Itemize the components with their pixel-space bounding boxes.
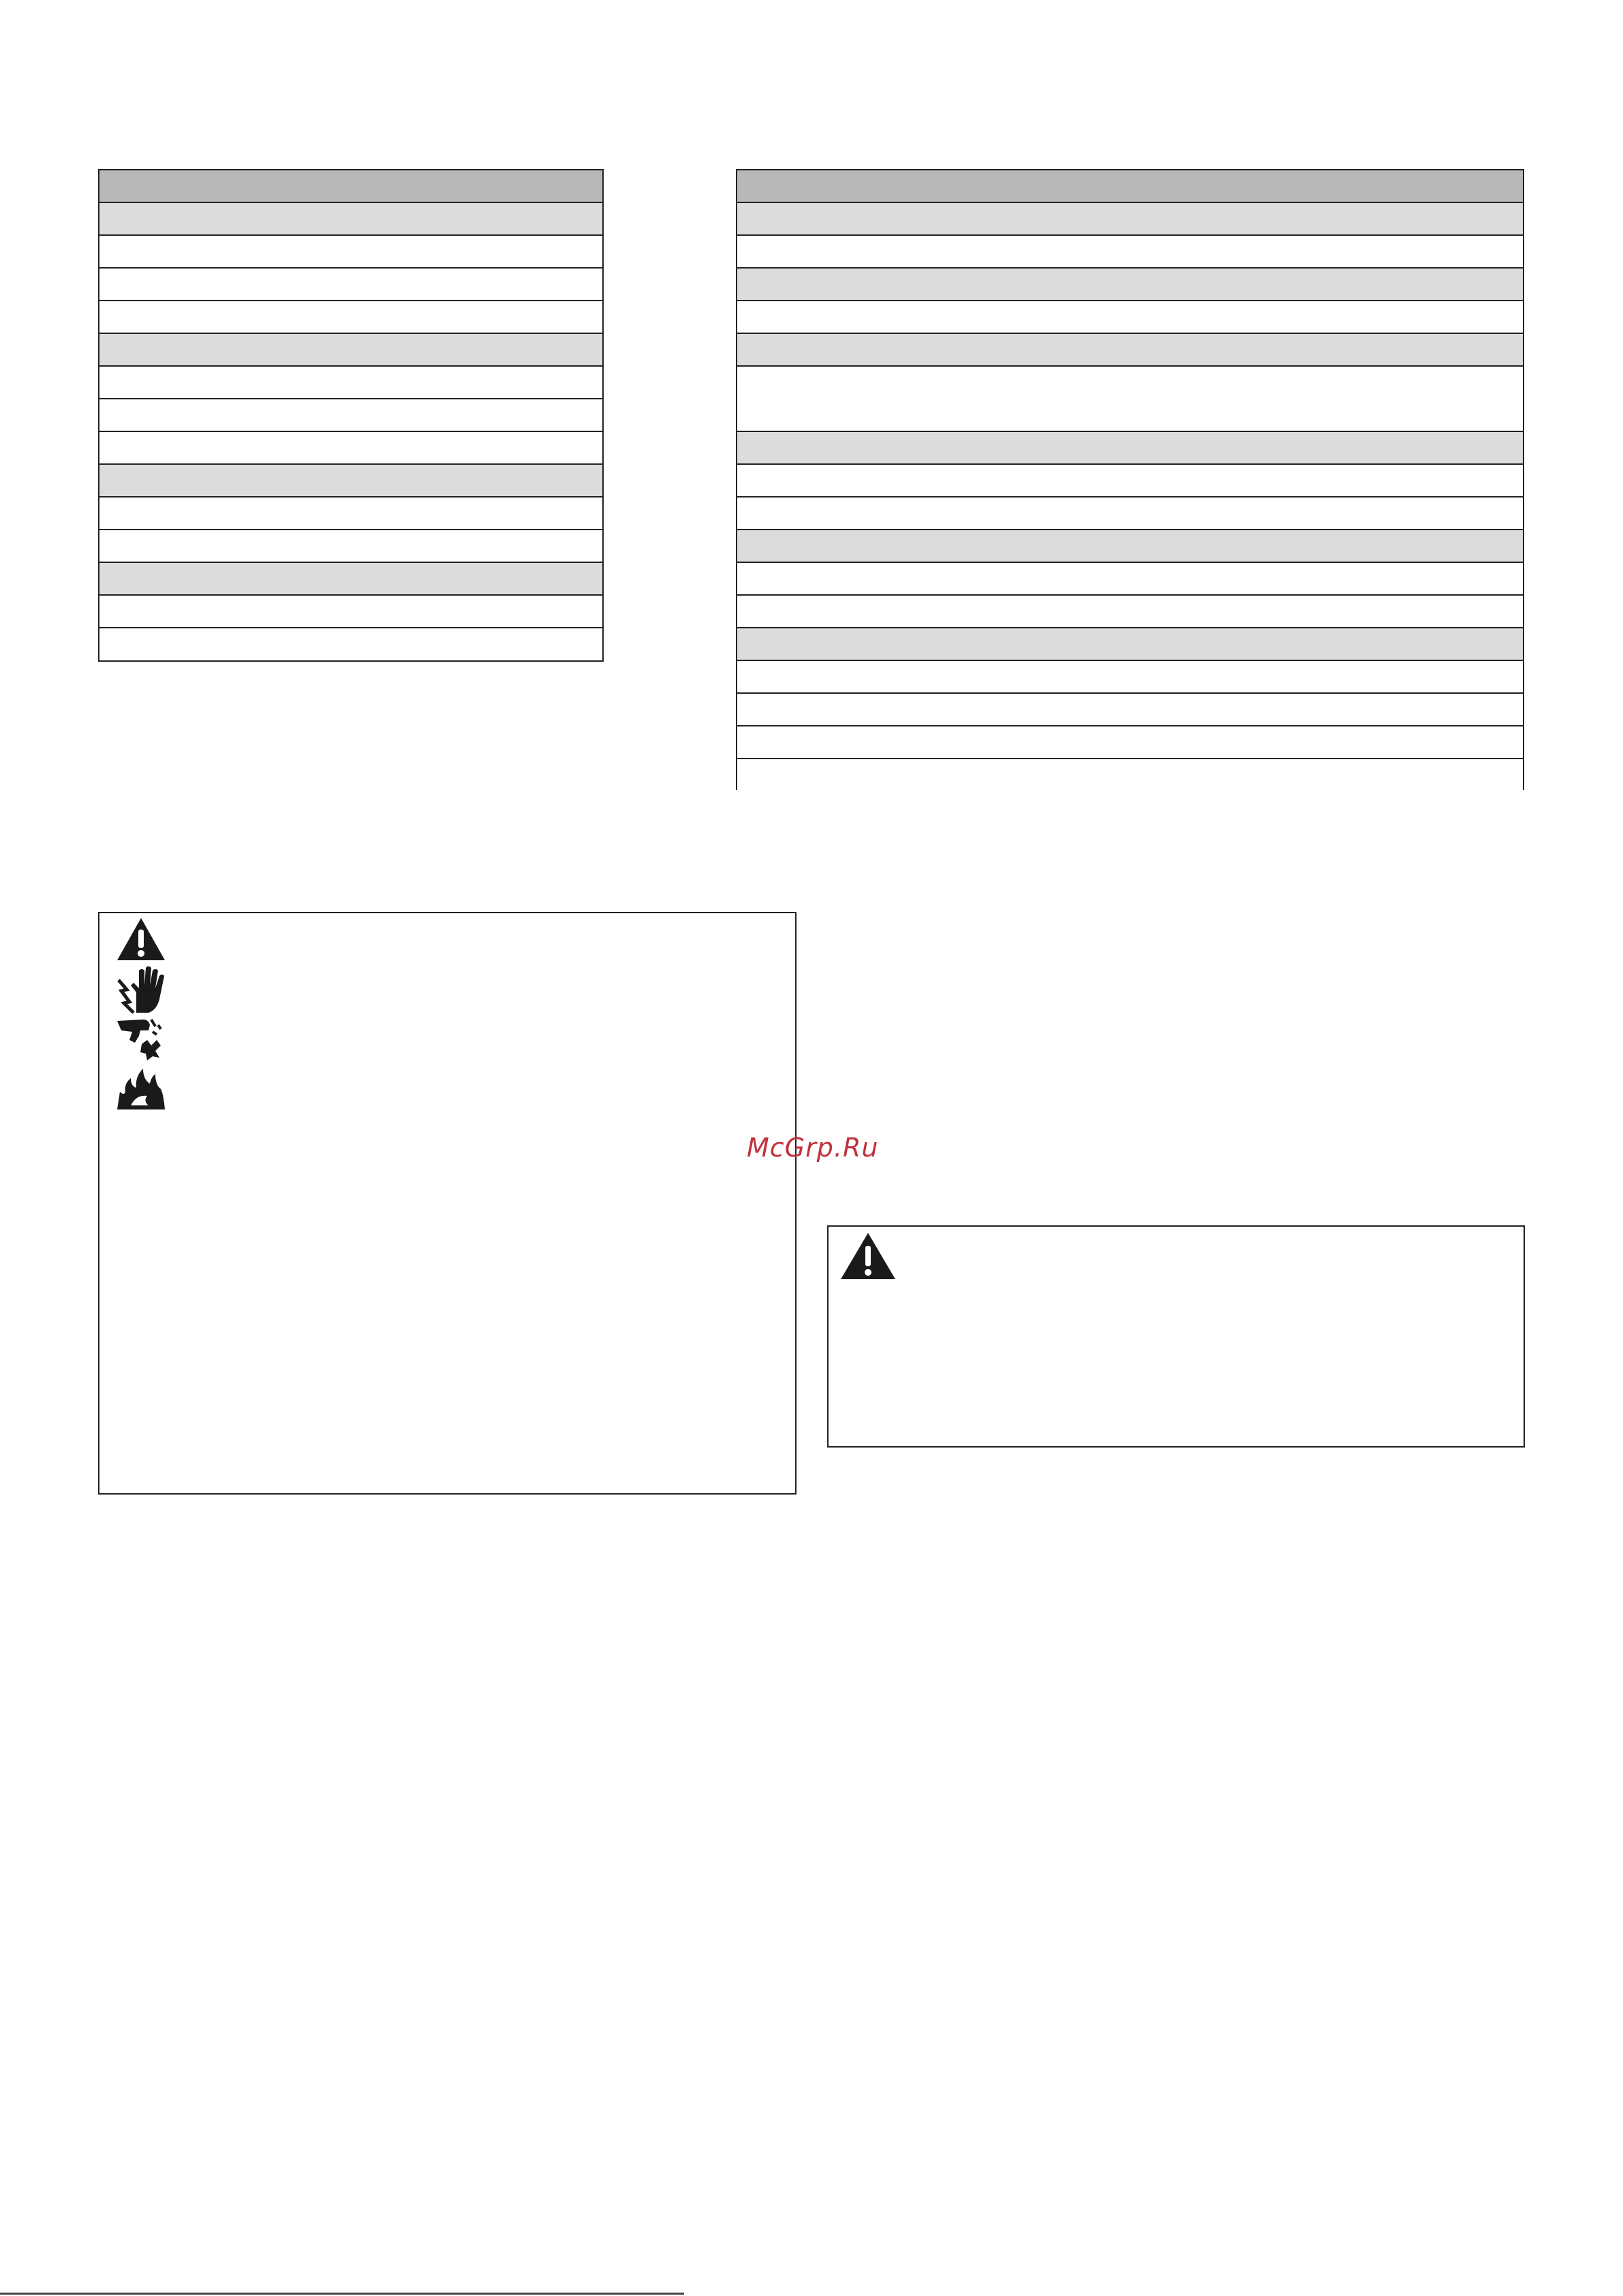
table-row — [99, 269, 602, 301]
table-row — [99, 530, 602, 563]
table-row — [737, 367, 1523, 432]
table-section-row — [737, 530, 1523, 563]
table-section-row — [737, 269, 1523, 301]
table-row — [737, 596, 1523, 628]
table-row — [737, 301, 1523, 334]
spec-table-left — [98, 169, 604, 662]
table-row — [737, 498, 1523, 530]
table-row — [737, 661, 1523, 694]
table-row — [99, 432, 602, 465]
table-section-row — [737, 628, 1523, 661]
table-row — [99, 236, 602, 269]
table-row — [99, 596, 602, 628]
table-row — [737, 465, 1523, 498]
table-row — [99, 301, 602, 334]
table-row — [737, 563, 1523, 596]
watermark: McGrp.Ru — [747, 1133, 879, 1163]
hand-shock-icon — [116, 965, 166, 1014]
table-row — [99, 498, 602, 530]
safety-warnings-box — [98, 912, 797, 1495]
table-header-row — [99, 170, 602, 203]
table-row — [737, 726, 1523, 759]
table-header-row — [737, 170, 1523, 203]
table-section-row — [737, 203, 1523, 236]
fire-hand-icon — [116, 1065, 166, 1111]
warning-triangle-icon — [839, 1231, 897, 1281]
hand-cut-icon — [116, 1015, 166, 1062]
table-section-row — [99, 465, 602, 498]
table-row — [737, 759, 1523, 791]
footer-divider — [0, 2293, 684, 2295]
table-section-row — [99, 203, 602, 236]
table-row — [99, 367, 602, 399]
table-section-row — [737, 334, 1523, 367]
table-row — [737, 694, 1523, 726]
table-section-row — [737, 432, 1523, 465]
table-row — [99, 628, 602, 660]
table-section-row — [99, 334, 602, 367]
table-section-row — [99, 563, 602, 596]
spec-table-right — [736, 169, 1524, 790]
table-row — [737, 236, 1523, 269]
table-row — [99, 399, 602, 432]
warning-box — [827, 1225, 1525, 1448]
warning-triangle-icon — [116, 916, 166, 962]
